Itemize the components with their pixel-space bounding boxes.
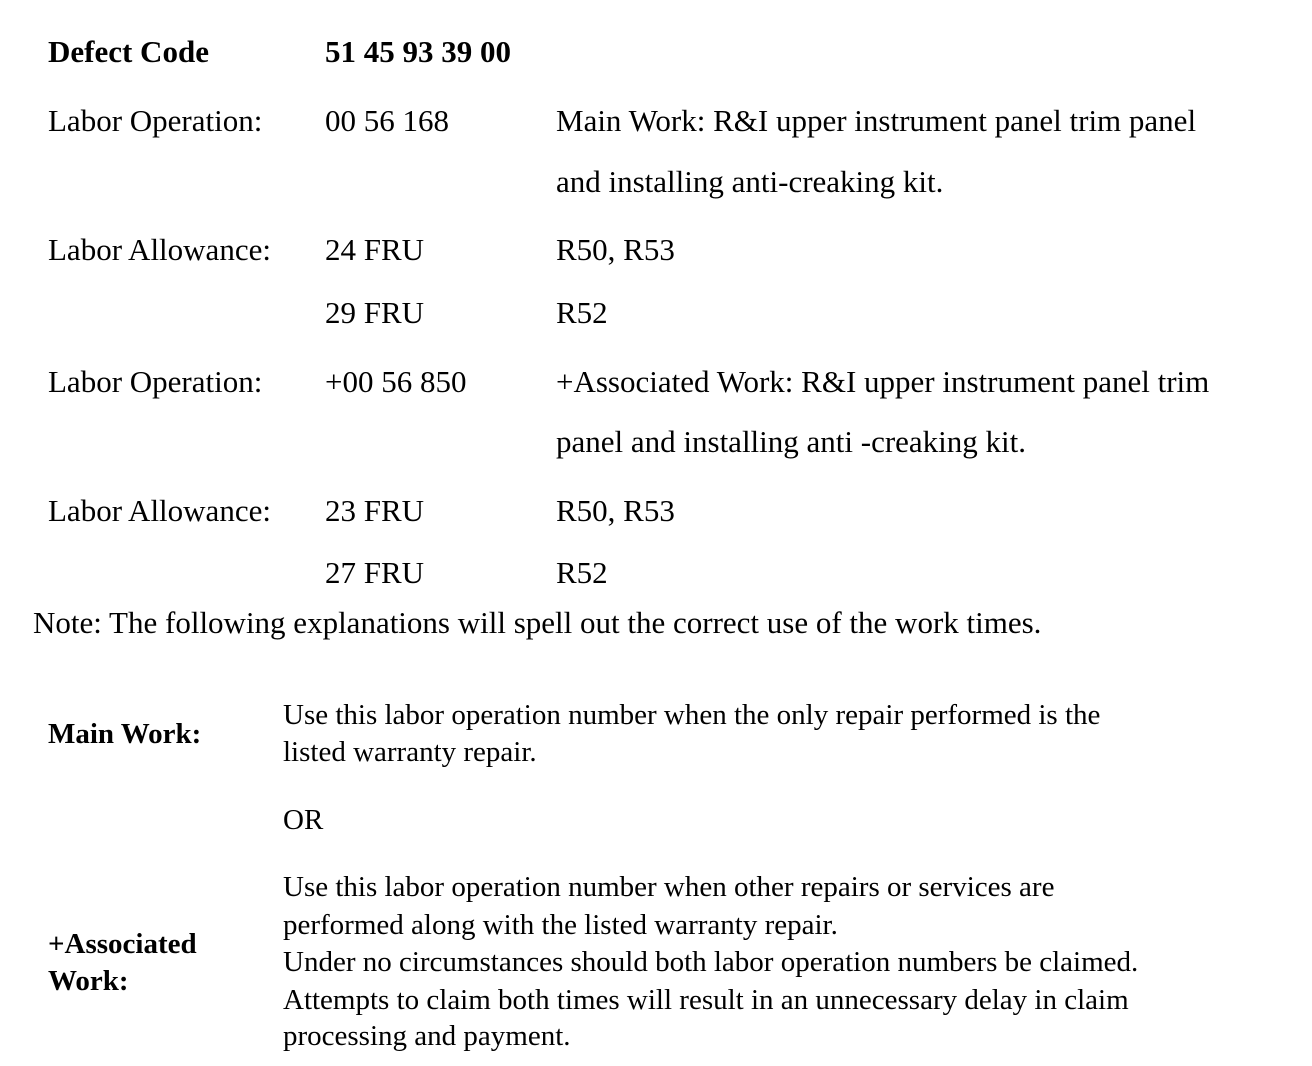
labor-operation-desc: and installing anti-creaking kit. bbox=[556, 164, 944, 199]
labor-operation-label: Labor Operation: bbox=[48, 364, 263, 399]
associated-work-label: +Associated bbox=[48, 928, 197, 960]
or-text: OR bbox=[283, 804, 324, 836]
main-work-label: Main Work: bbox=[48, 718, 202, 750]
main-work-text: listed warranty repair. bbox=[283, 736, 537, 768]
labor-allowance-models: R50, R53 bbox=[556, 493, 675, 528]
labor-allowance-value: 23 FRU bbox=[325, 493, 425, 528]
labor-allowance-models: R52 bbox=[556, 295, 608, 330]
labor-operation-desc: +Associated Work: R&I upper instrument panel trim bbox=[556, 364, 1210, 399]
labor-allowance-models: R50, R53 bbox=[556, 232, 675, 267]
labor-allowance-models: R52 bbox=[556, 555, 608, 590]
labor-allowance-value: 24 FRU bbox=[325, 232, 425, 267]
labor-operation-code: +00 56 850 bbox=[325, 364, 467, 399]
main-work-text: Use this labor operation number when the only repair performed is the bbox=[283, 699, 1101, 731]
associated-work-text: Use this labor operation number when other repairs or services are bbox=[283, 871, 1055, 903]
labor-operation-desc: Main Work: R&I upper instrument panel trim panel bbox=[556, 103, 1197, 138]
associated-work-text: performed along with the listed warranty repair. bbox=[283, 909, 838, 941]
labor-operation-desc: panel and installing anti -creaking kit. bbox=[556, 424, 1027, 459]
labor-allowance-value: 27 FRU bbox=[325, 555, 425, 590]
note-text: Note: The following explanations will spell out the correct use of the work times. bbox=[33, 605, 1042, 640]
labor-allowance-label: Labor Allowance: bbox=[48, 232, 271, 267]
labor-allowance-value: 29 FRU bbox=[325, 295, 425, 330]
associated-work-label: Work: bbox=[48, 965, 129, 997]
labor-operation-label: Labor Operation: bbox=[48, 103, 263, 138]
defect-code-label: Defect Code bbox=[48, 34, 209, 69]
defect-code-value: 51 45 93 39 00 bbox=[325, 34, 511, 69]
labor-operation-code: 00 56 168 bbox=[325, 103, 449, 138]
associated-work-text: Attempts to claim both times will result in an unnecessary delay in claim bbox=[283, 984, 1129, 1016]
associated-work-text: processing and payment. bbox=[283, 1020, 571, 1052]
associated-work-text: Under no circumstances should both labor operation numbers be claimed. bbox=[283, 946, 1139, 978]
labor-allowance-label: Labor Allowance: bbox=[48, 493, 271, 528]
